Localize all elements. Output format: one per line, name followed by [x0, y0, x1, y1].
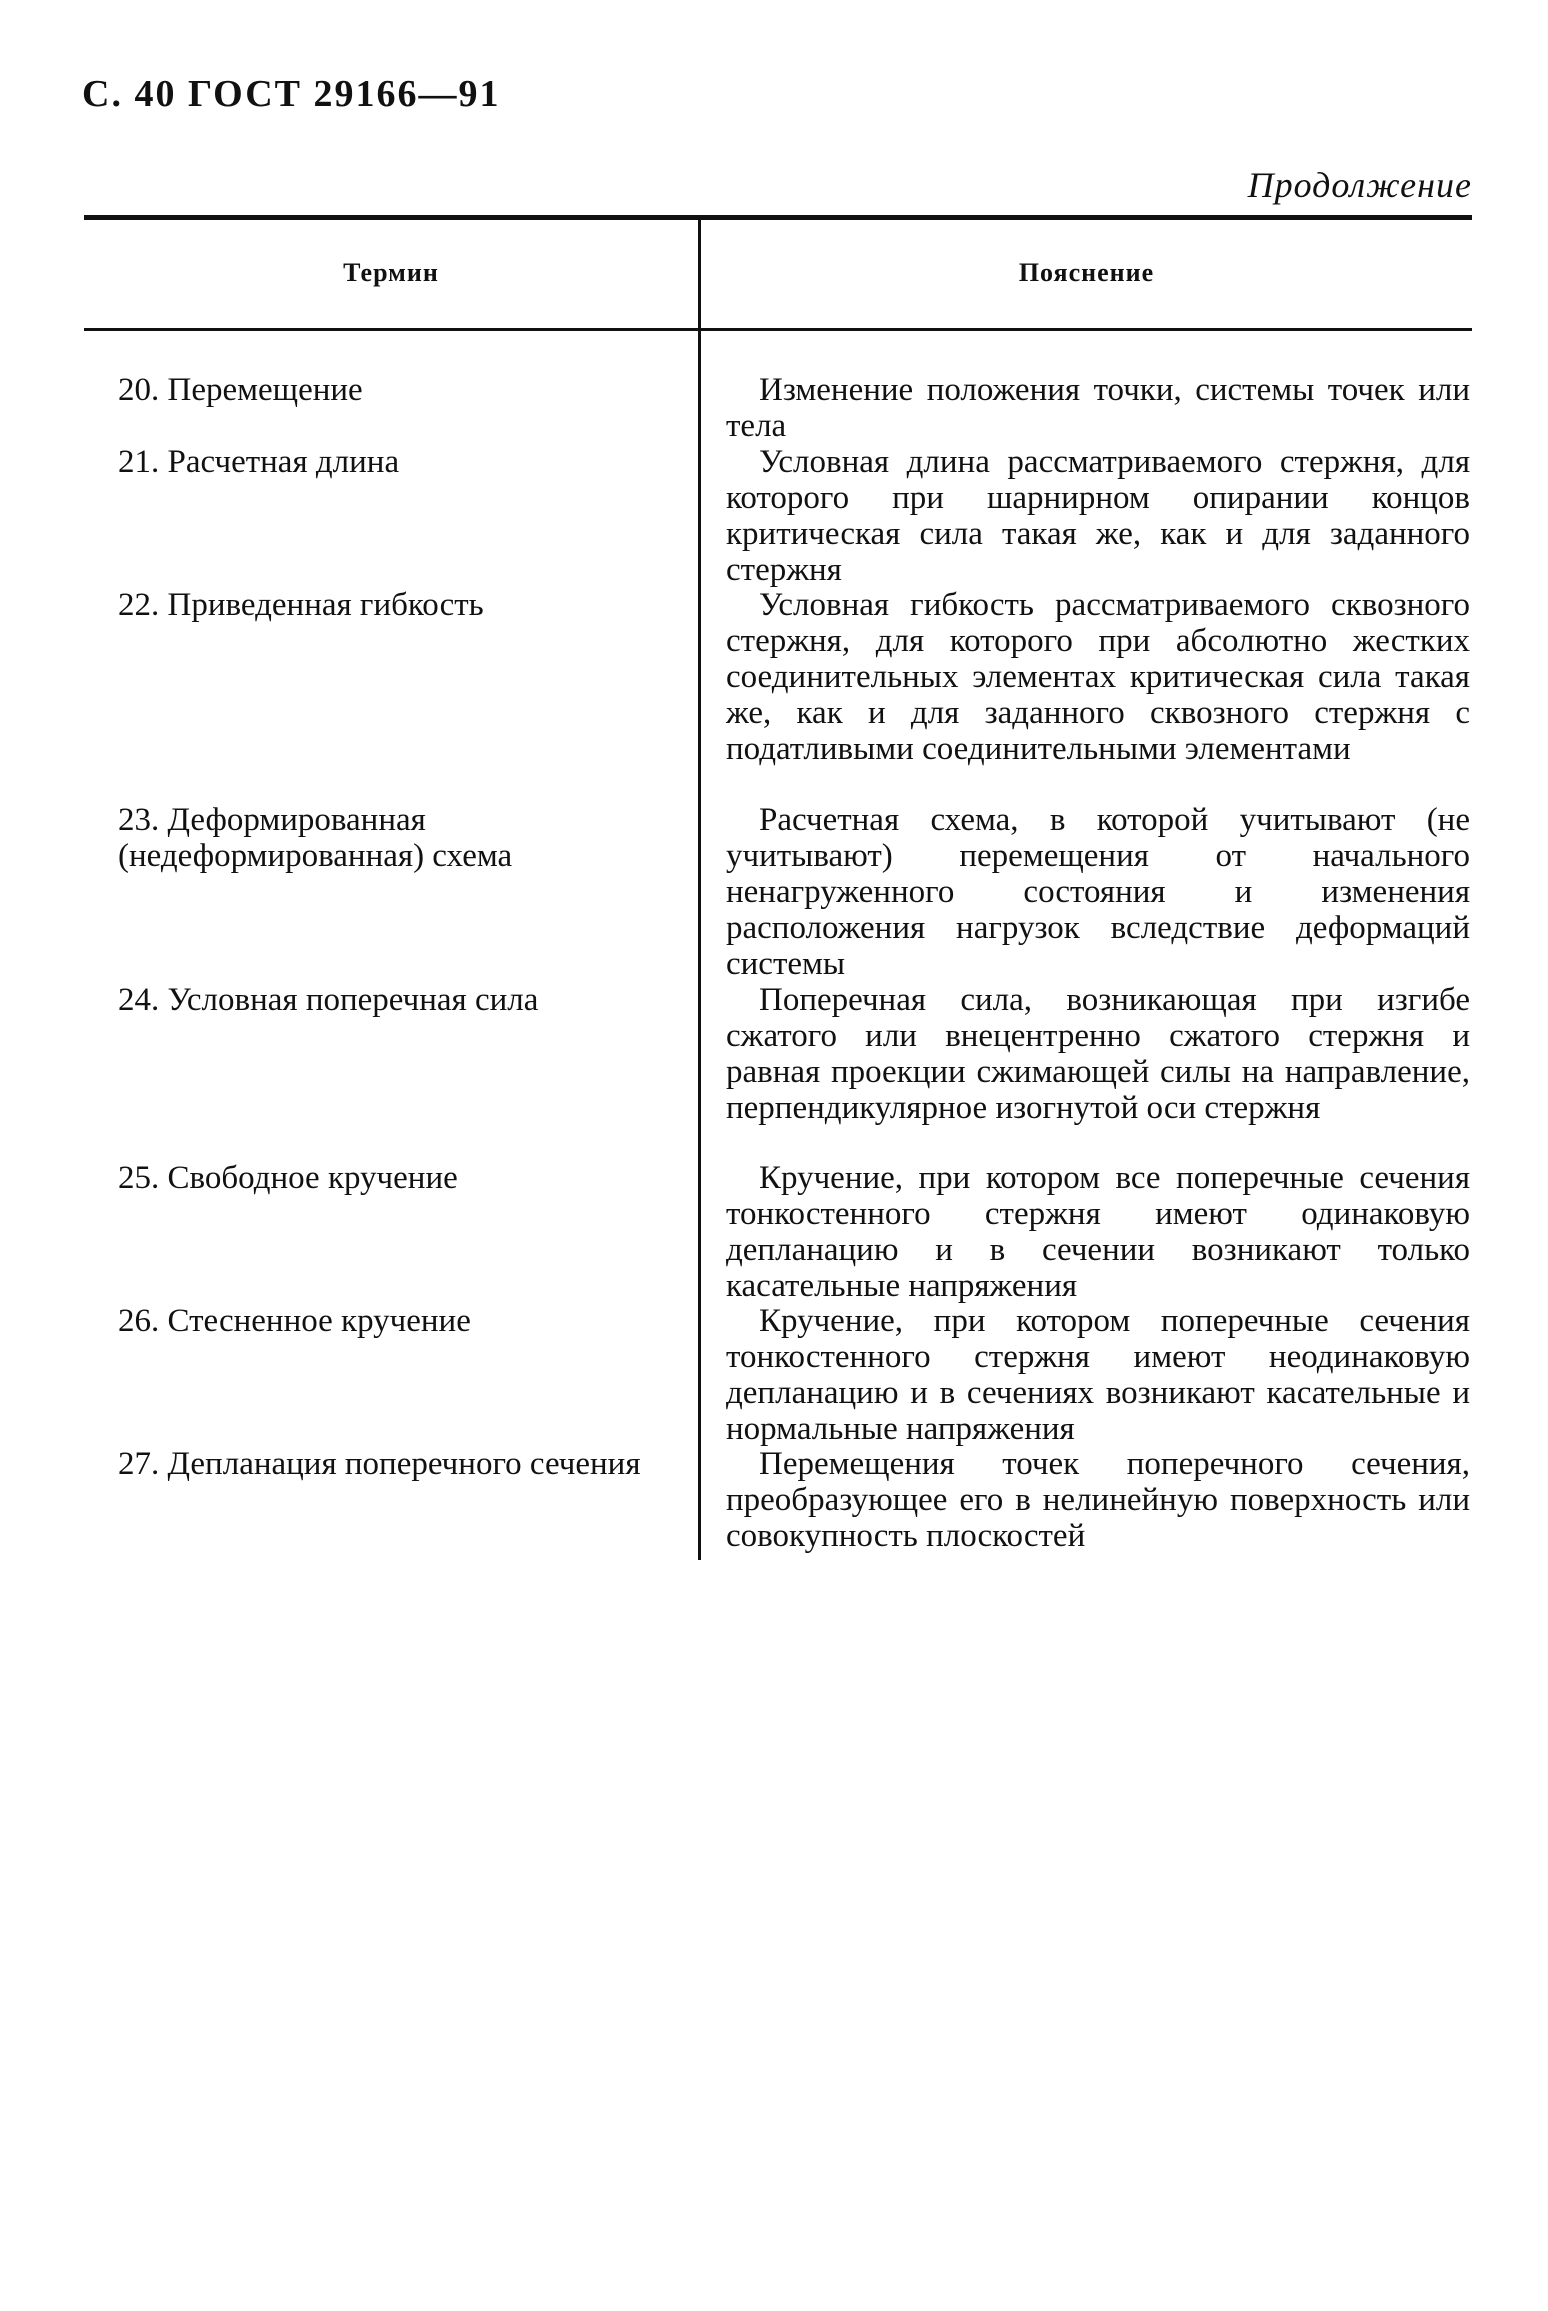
explanation-24: Поперечная сила, возникающая при изгибе сжатого или внецентренно сжатого стержня и равная проекции сжимающей силы на направление, перпендикулярное изогнутой оси стержня: [726, 982, 1470, 1126]
explanation-27: Перемещения точек поперечного сечения, преобразующее его в нелинейную поверхность или совокупность плоскостей: [726, 1446, 1470, 1554]
explanation-21: Условная длина рассматриваемого стержня, для которого при шарнирном опирании концов критическая сила такая же, как и для заданного стержня: [726, 444, 1470, 588]
table-header-rule: [84, 328, 1472, 331]
term-23: 23. Деформированная (недеформированная) схема: [118, 802, 513, 874]
continuation-label: Продолжение: [1247, 165, 1472, 205]
table-top-rule: [84, 215, 1472, 220]
term-26: 26. Стесненное кручение: [118, 1303, 471, 1339]
column-divider: [698, 220, 701, 1560]
explanation-25: Кручение, при котором все поперечные сечения тонкостенного стержня имеют одинаковую депланацию и в сечении возникают только касательные напряжения: [726, 1160, 1470, 1304]
term-22: 22. Приведенная гибкость: [118, 587, 484, 623]
term-27: 27. Депланация поперечного сечения: [118, 1446, 641, 1482]
explanation-26: Кручение, при котором поперечные сечения тонкостенного стержня имеют неодинаковую депланацию и в сечениях возникают касательные и нормальные напряжения: [726, 1303, 1470, 1447]
explanation-22: Условная гибкость рассматриваемого сквозного стержня, для которого при абсолютно жестких соединительных элементах критическая сила такая же, как и для заданного сквозного стержня с податливыми соединительными элементами: [726, 587, 1470, 767]
page-header: С. 40 ГОСТ 29166—91: [82, 73, 501, 115]
term-25: 25. Свободное кручение: [118, 1160, 458, 1196]
explanation-20: Изменение положения точки, системы точек или тела: [726, 372, 1470, 444]
term-24: 24. Условная поперечная сила: [118, 982, 539, 1018]
term-21: 21. Расчетная длина: [118, 444, 400, 480]
column-header-explanation: Пояснение: [1018, 258, 1155, 287]
column-header-term: Термин: [343, 258, 439, 287]
explanation-23: Расчетная схема, в которой учитывают (не учитывают) перемещения от начального ненагруженного состояния и изменения расположения нагрузок вследствие деформаций системы: [726, 802, 1470, 982]
term-20: 20. Перемещение: [118, 372, 363, 408]
